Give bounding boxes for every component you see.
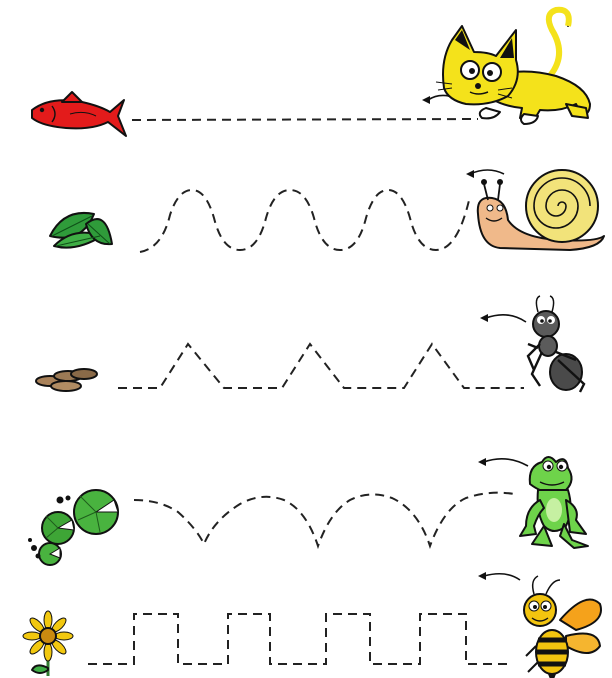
- row-5: [23, 572, 601, 678]
- fish-icon: [32, 92, 126, 136]
- trace-line-straight[interactable]: [132, 119, 478, 120]
- snail-icon: [466, 170, 604, 250]
- cat-icon: [422, 10, 590, 124]
- seeds-icon: [36, 369, 97, 391]
- flower-icon: [23, 611, 73, 676]
- bee-icon: [478, 572, 601, 678]
- ant-icon: [480, 296, 584, 392]
- leaves-icon: [50, 213, 112, 248]
- row-3: [36, 296, 584, 392]
- row-4: [28, 457, 588, 565]
- frog-icon: [478, 457, 588, 548]
- row-2: [50, 170, 604, 252]
- trace-line-square-wave[interactable]: [88, 614, 512, 664]
- lily-pads-icon: [28, 490, 118, 565]
- trace-line-zigzag[interactable]: [118, 344, 524, 388]
- trace-line-scallop[interactable]: [134, 493, 514, 546]
- trace-line-wave[interactable]: [140, 190, 470, 252]
- row-1: [32, 10, 590, 136]
